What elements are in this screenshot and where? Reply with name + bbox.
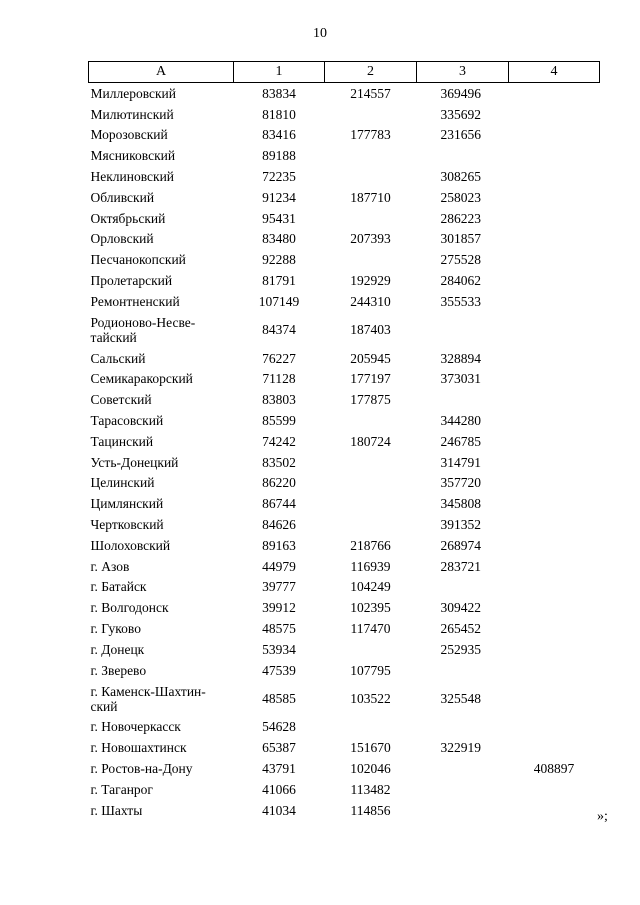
table-row (89, 83, 600, 104)
table-row (89, 369, 600, 390)
district-name: Цимлянский (90, 496, 164, 512)
value-col-3: 286223 (440, 210, 481, 226)
district-name: Усть-Донецкий (90, 454, 179, 470)
district-name: Тарасовский (90, 413, 164, 429)
value-col-1: 72235 (262, 169, 296, 185)
value-col-1: 89188 (262, 148, 296, 164)
value-col-2: 187403 (350, 322, 391, 338)
value-col-1: 83480 (262, 231, 296, 247)
table-row (89, 618, 600, 639)
district-name: Ремонтненский (90, 293, 180, 309)
value-col-1: 86220 (262, 475, 296, 491)
value-col-3: 309422 (440, 600, 481, 616)
value-col-1: 81810 (262, 106, 296, 122)
value-col-4 (509, 514, 600, 535)
value-col-4 (509, 312, 600, 348)
value-col-4 (509, 556, 600, 577)
value-col-2: 177875 (350, 392, 391, 408)
district-name: г. Гуково (90, 621, 141, 637)
value-col-3 (417, 717, 509, 738)
value-col-4 (509, 737, 600, 758)
value-col-4: 408897 (533, 761, 575, 776)
value-col-3 (417, 145, 509, 166)
table-row (89, 577, 600, 598)
value-col-4 (509, 291, 600, 312)
value-col-2: 114856 (350, 802, 391, 818)
value-col-3: 284062 (440, 273, 481, 289)
value-col-4 (509, 452, 600, 473)
table-row (89, 452, 600, 473)
value-col-4 (509, 779, 600, 800)
district-name: г. Батайск (90, 579, 147, 595)
value-col-3: 344280 (440, 413, 481, 429)
value-col-3 (417, 312, 509, 348)
value-col-1: 84374 (262, 322, 296, 338)
value-col-2 (325, 473, 417, 494)
value-col-3 (417, 779, 509, 800)
value-col-4 (509, 229, 600, 250)
value-col-4 (509, 431, 600, 452)
value-col-4 (509, 145, 600, 166)
table-row (89, 535, 600, 556)
district-name: Семикаракорский (90, 371, 193, 387)
value-col-2: 113482 (350, 781, 391, 797)
district-name: Сальский (90, 350, 146, 366)
value-col-2: 192929 (350, 273, 391, 289)
table-row (89, 249, 600, 270)
table-row (89, 312, 600, 348)
district-name: Тацинский (90, 433, 154, 449)
page-number: 10 (313, 26, 327, 41)
value-col-4 (509, 249, 600, 270)
district-name: Песчанокопский (90, 252, 186, 268)
table-row (89, 717, 600, 738)
value-col-4 (509, 660, 600, 681)
table-row (89, 145, 600, 166)
value-col-2 (325, 249, 417, 270)
value-col-1: 41034 (262, 802, 296, 818)
table-body (89, 83, 600, 821)
table-row (89, 660, 600, 681)
value-col-1: 83416 (262, 127, 296, 143)
value-col-4 (509, 577, 600, 598)
district-name: г. Зверево (90, 662, 147, 678)
value-col-4 (509, 104, 600, 125)
district-name: г. Таганрог (90, 781, 153, 797)
header-row (89, 62, 600, 83)
value-col-4 (509, 535, 600, 556)
value-col-3: 314791 (440, 454, 481, 470)
header-col-4: 4 (509, 62, 600, 83)
table-row (89, 389, 600, 410)
value-col-2: 207393 (350, 231, 391, 247)
value-col-1: 84626 (262, 517, 296, 533)
value-col-2: 116939 (350, 558, 391, 574)
district-name: г. Азов (90, 558, 130, 574)
value-col-4 (509, 597, 600, 618)
data-table (88, 61, 600, 821)
value-col-3: 301857 (440, 231, 481, 247)
value-col-4 (509, 369, 600, 390)
value-col-3: 328894 (440, 350, 481, 366)
value-col-4 (509, 208, 600, 229)
value-col-2: 218766 (350, 537, 391, 553)
value-col-3: 268974 (440, 537, 481, 553)
value-col-1: 48575 (262, 621, 296, 637)
table-row (89, 229, 600, 250)
closing-mark: »; (597, 809, 608, 824)
value-col-1: 54628 (262, 719, 296, 735)
district-name: Пролетарский (90, 273, 173, 289)
value-col-3: 265452 (440, 621, 481, 637)
value-col-3 (417, 758, 509, 779)
value-col-3 (417, 800, 509, 821)
value-col-2: 214557 (350, 85, 391, 101)
table-row (89, 493, 600, 514)
value-col-3 (417, 389, 509, 410)
value-col-1: 83502 (262, 454, 296, 470)
district-name: г. Каменск-Шахтин- ский (90, 683, 206, 714)
value-col-2: 151670 (350, 740, 391, 756)
value-col-3 (417, 660, 509, 681)
value-col-2: 102046 (350, 761, 391, 776)
table-header (89, 62, 600, 83)
value-col-4 (509, 717, 600, 738)
value-col-4 (509, 493, 600, 514)
value-col-1: 48585 (262, 691, 296, 707)
value-col-4 (509, 187, 600, 208)
district-name: Орловский (90, 231, 154, 247)
value-col-3: 308265 (440, 169, 481, 185)
table-row (89, 187, 600, 208)
value-col-2: 104249 (350, 579, 391, 595)
table-row (89, 597, 600, 618)
table-row (89, 800, 600, 821)
value-col-1: 83803 (262, 392, 296, 408)
table-row (89, 514, 600, 535)
table-row (89, 681, 600, 717)
district-name: Чертковский (90, 517, 164, 533)
district-name: г. Новошахтинск (90, 740, 187, 756)
value-col-2: 177783 (350, 127, 391, 143)
value-col-2 (325, 208, 417, 229)
value-col-2 (325, 514, 417, 535)
value-col-3: 258023 (440, 189, 481, 205)
table-row (89, 166, 600, 187)
value-col-1: 43791 (262, 761, 296, 776)
value-col-3: 283721 (440, 558, 481, 574)
value-col-1: 39912 (262, 600, 296, 616)
district-name: г. Донецк (90, 641, 145, 657)
table-row (89, 431, 600, 452)
value-col-3: 335692 (440, 106, 481, 122)
value-col-2 (325, 410, 417, 431)
district-name: Октябрьский (90, 210, 166, 226)
district-name: Мясниковский (90, 148, 176, 164)
value-col-4 (509, 348, 600, 369)
value-col-3: 369496 (440, 85, 481, 101)
header-col-3: 3 (417, 62, 509, 83)
header-col-a: А (89, 62, 234, 83)
value-col-4 (509, 473, 600, 494)
district-name: Родионово-Несве- тайский (90, 314, 196, 345)
header-col-2: 2 (325, 62, 417, 83)
value-col-4 (509, 166, 600, 187)
value-col-1: 76227 (262, 350, 296, 366)
table-row (89, 556, 600, 577)
table-row (89, 104, 600, 125)
value-col-1: 81791 (262, 273, 296, 289)
value-col-3: 325548 (440, 691, 481, 707)
value-col-1: 95431 (262, 210, 296, 226)
table-row (89, 737, 600, 758)
value-col-2: 187710 (350, 189, 391, 205)
district-name: Шолоховский (90, 537, 171, 553)
value-col-2 (325, 493, 417, 514)
table-row (89, 639, 600, 660)
district-name: г. Ростов-на-Дону (90, 761, 193, 776)
value-col-2: 103522 (350, 691, 391, 707)
value-col-3: 275528 (440, 252, 481, 268)
value-col-3: 252935 (440, 641, 481, 657)
value-col-3: 345808 (440, 496, 481, 512)
value-col-1: 74242 (262, 433, 296, 449)
value-col-2 (325, 717, 417, 738)
district-name: Морозовский (90, 127, 168, 143)
value-col-4 (509, 389, 600, 410)
value-col-2: 177197 (350, 371, 391, 387)
table-row (89, 473, 600, 494)
value-col-4 (509, 681, 600, 717)
district-name: Целинский (90, 475, 155, 491)
value-col-4 (509, 618, 600, 639)
value-col-1: 91234 (262, 189, 296, 205)
value-col-3: 355533 (440, 293, 481, 309)
value-col-1: 89163 (262, 537, 296, 553)
value-col-3: 373031 (440, 371, 481, 387)
table-row (89, 125, 600, 146)
value-col-2 (325, 166, 417, 187)
value-col-2: 117470 (350, 621, 391, 637)
value-col-1: 83834 (262, 85, 296, 101)
value-col-4 (509, 639, 600, 660)
table-row (89, 410, 600, 431)
value-col-2 (325, 639, 417, 660)
district-name: г. Шахты (90, 802, 143, 818)
table-row (89, 208, 600, 229)
value-col-1: 65387 (262, 740, 296, 756)
value-col-1: 85599 (262, 413, 296, 429)
value-col-3: 231656 (440, 127, 481, 143)
value-col-4 (509, 270, 600, 291)
value-col-2: 107795 (350, 662, 391, 678)
value-col-2 (325, 104, 417, 125)
value-col-4 (509, 800, 600, 821)
value-col-2: 180724 (350, 433, 391, 449)
value-col-2 (325, 145, 417, 166)
value-col-1: 41066 (262, 781, 296, 797)
table-row (89, 758, 600, 779)
value-col-3: 322919 (440, 740, 481, 756)
value-col-1: 44979 (262, 558, 296, 574)
value-col-4 (509, 83, 600, 104)
value-col-1: 92288 (262, 252, 296, 268)
value-col-2: 102395 (350, 600, 391, 616)
value-col-3: 246785 (440, 433, 481, 449)
district-name: г. Волгодонск (90, 600, 169, 616)
table-row (89, 779, 600, 800)
value-col-2 (325, 452, 417, 473)
value-col-2: 244310 (350, 293, 391, 309)
district-name: Милютинский (90, 106, 174, 122)
value-col-3: 391352 (440, 517, 481, 533)
value-col-1: 39777 (262, 579, 296, 595)
district-name: Неклиновский (90, 169, 175, 185)
value-col-3 (417, 577, 509, 598)
value-col-2: 205945 (350, 350, 391, 366)
value-col-3: 357720 (440, 475, 481, 491)
district-name: Советский (90, 392, 152, 408)
value-col-1: 86744 (262, 496, 296, 512)
value-col-1: 71128 (262, 371, 296, 387)
value-col-1: 53934 (262, 641, 296, 657)
table-row (89, 348, 600, 369)
district-name: г. Новочеркасск (90, 719, 181, 735)
district-name: Обливский (90, 189, 155, 205)
table-row (89, 270, 600, 291)
header-col-1: 1 (234, 62, 325, 83)
district-name: Миллеровский (90, 85, 176, 101)
value-col-1: 107149 (258, 293, 300, 309)
table-row (89, 291, 600, 312)
value-col-4 (509, 410, 600, 431)
value-col-4 (509, 125, 600, 146)
value-col-1: 47539 (262, 662, 296, 678)
